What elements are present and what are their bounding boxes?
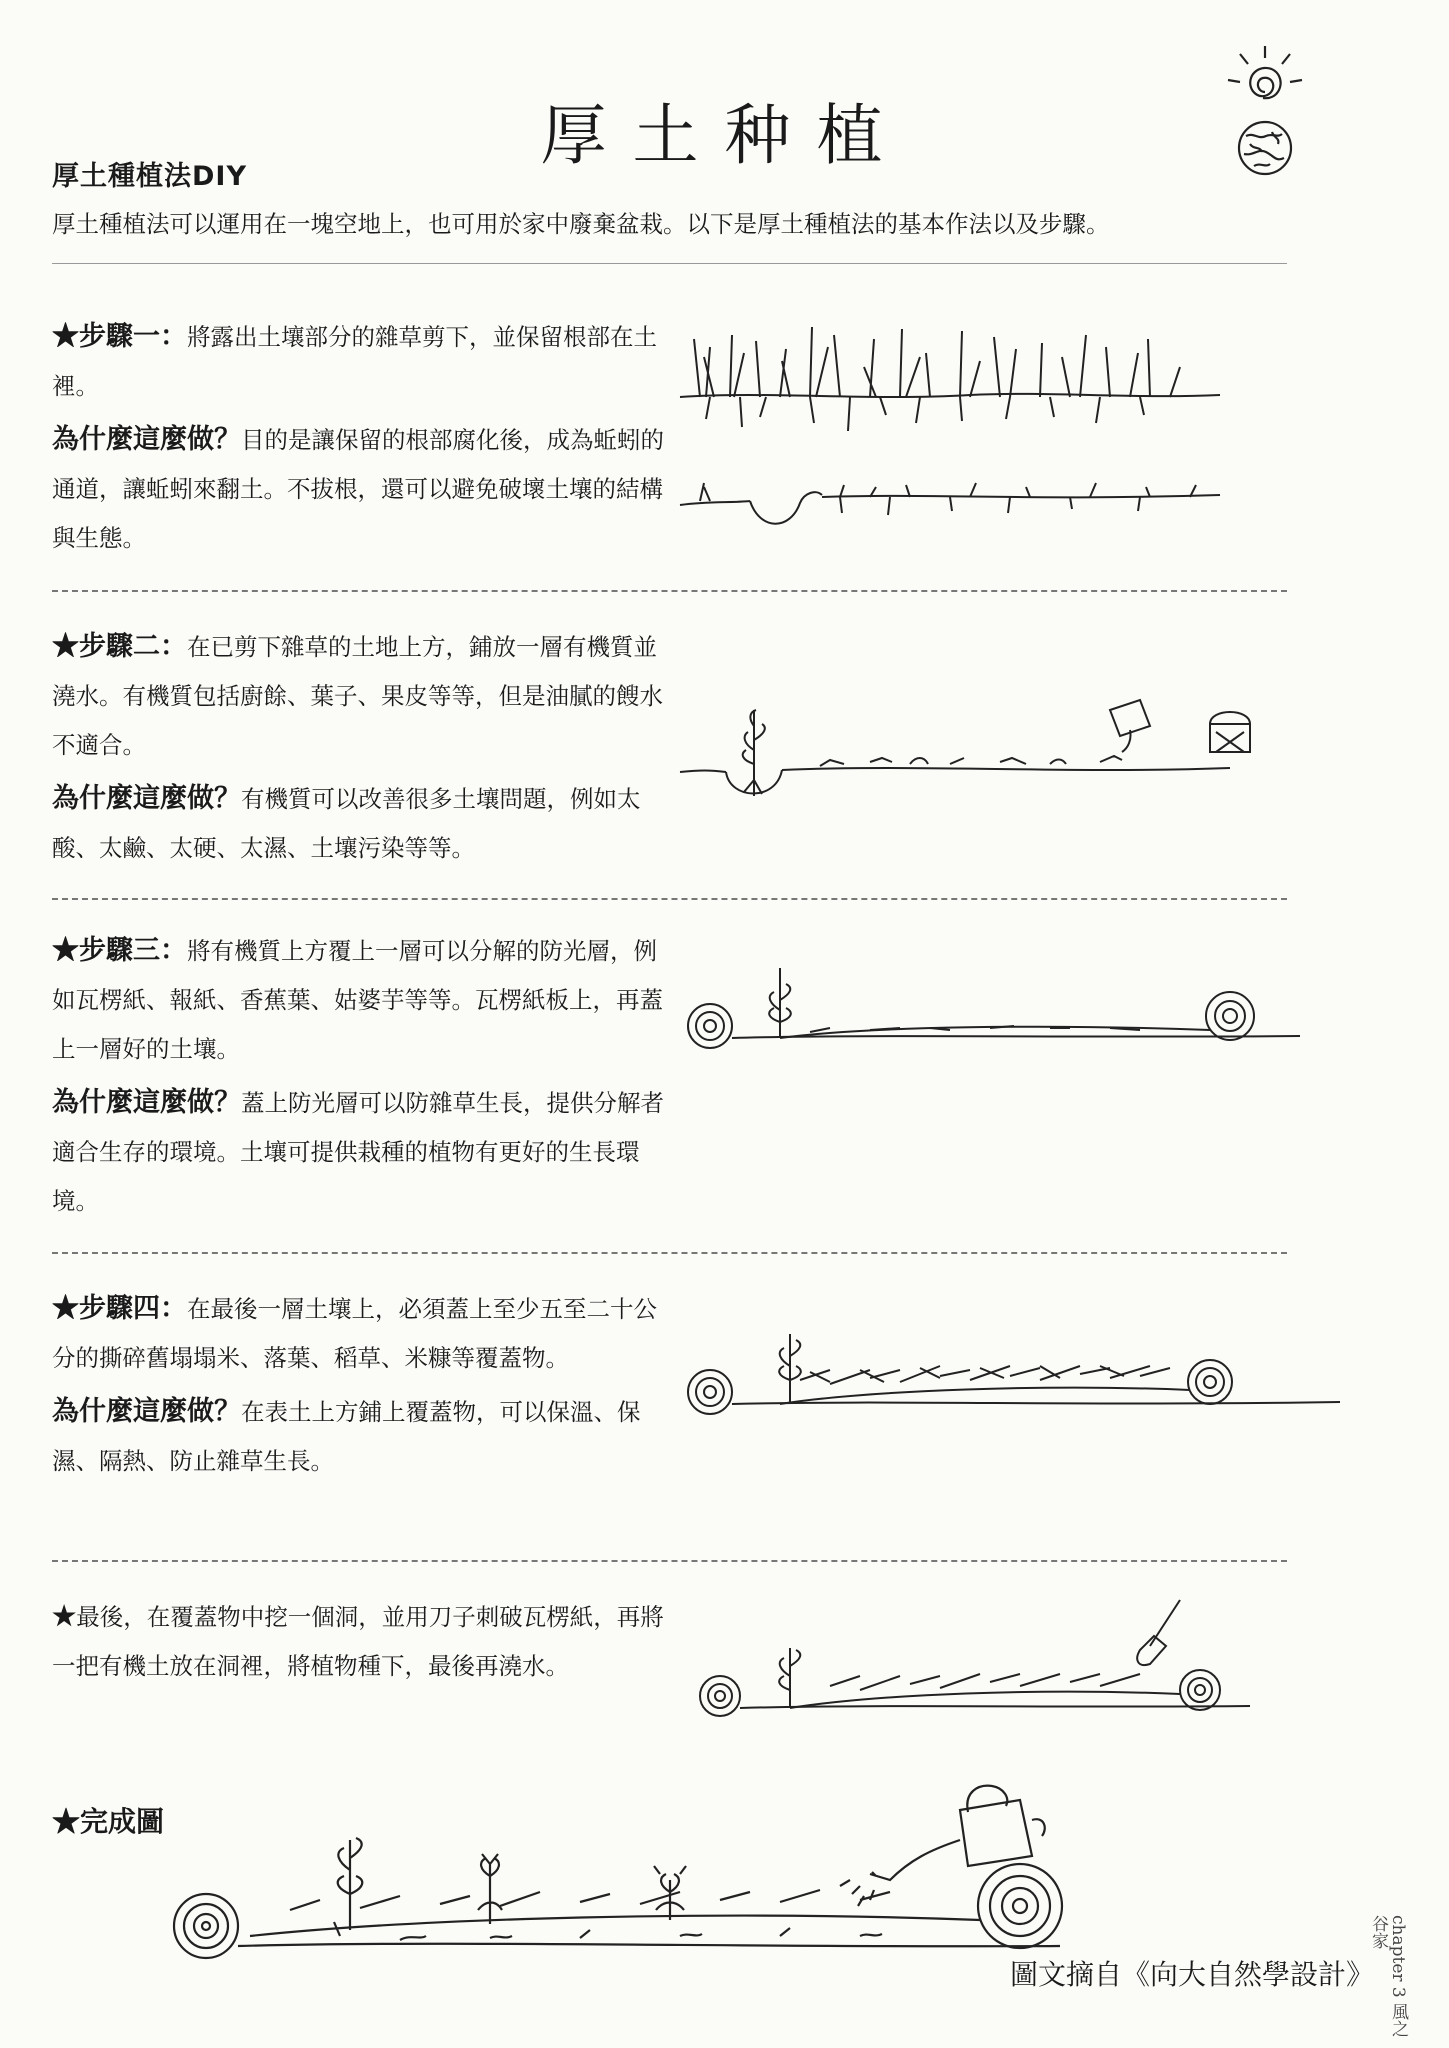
step-1-text: 將露出土壤部分的雜草剪下，並保留根部在土裡。 <box>52 323 657 400</box>
credit-line: 圖文摘自《向大自然學設計》 <box>1010 1958 1375 1991</box>
step-3-why-text: 蓋上防光層可以防雜草生長，提供分解者適合生存的環境。土壤可提供栽種的植物有更好的生長環境。 <box>52 1089 664 1215</box>
step-2-why-label: 為什麼這麼做？ <box>52 783 241 814</box>
step-4 <box>52 1284 672 1490</box>
step-5-text: 最後，在覆蓋物中挖一個洞，並用刀子刺破瓦楞紙，再將一把有機土放在洞裡，將植物種下，最後再澆水。 <box>52 1603 664 1680</box>
divider <box>52 590 1287 592</box>
page-title: 厚土种植 <box>540 97 909 174</box>
step-4-text: 在最後一層土壤上，必須蓋上至少五至二十公分的撕碎舊塌塌米、落葉、稻草、米糠等覆蓋物。 <box>52 1295 657 1372</box>
section-subtitle: 厚土種植法DIY <box>52 161 248 192</box>
step-5-sketch <box>680 1590 1260 1730</box>
step-1-sketch <box>670 305 1230 555</box>
completion-label: ★完成圖 <box>52 1805 165 1838</box>
step-5-body <box>52 1592 672 1691</box>
step-1-why <box>52 415 672 563</box>
divider <box>52 1252 1287 1254</box>
step-2 <box>52 622 672 877</box>
intro-text: 厚土種植法可以運用在一塊空地上，也可用於家中廢棄盆栽。以下是厚土種植法的基本作法以及步驟。 <box>52 210 1110 238</box>
step-3-sketch <box>670 960 1310 1080</box>
step-5 <box>52 1592 672 1695</box>
step-2-label: ★步驟二： <box>52 631 187 662</box>
step-3-label: ★步驟三： <box>52 935 187 966</box>
step-2-text: 在已剪下雜草的土地上方，鋪放一層有機質並澆水。有機質包括廚餘、葉子、果皮等等，但是油膩的餿水不適合。 <box>52 633 663 759</box>
divider <box>52 1560 1287 1562</box>
step-3-why <box>52 1078 672 1226</box>
step-1-body <box>52 312 672 411</box>
step-2-why-text: 有機質可以改善很多土壤問題，例如太酸、太鹼、太硬、太濕、土壤污染等等。 <box>52 785 641 862</box>
sun-earth-doodle <box>1220 40 1310 180</box>
step-2-sketch <box>670 680 1290 830</box>
step-1-why-label: 為什麼這麼做？ <box>52 424 241 455</box>
step-1-label: ★步驟一： <box>52 321 187 352</box>
step-4-why <box>52 1387 672 1486</box>
step-3-body <box>52 926 672 1074</box>
step-3-text: 將有機質上方覆上一層可以分解的防光層，例如瓦楞紙、報紙、香蕉葉、姑婆芋等等。瓦楞紙板上，再蓋上一層好的土壤。 <box>52 937 663 1063</box>
step-5-label: ★ <box>52 1601 77 1632</box>
step-4-label: ★步驟四： <box>52 1293 187 1324</box>
sun-spiral-icon <box>1220 40 1310 180</box>
divider <box>52 898 1287 900</box>
completion-sketch <box>160 1760 1080 1970</box>
step-2-why <box>52 774 672 873</box>
side-note: chapter 3 風之谷家 <box>1368 1915 1408 2038</box>
step-3-why-label: 為什麼這麼做？ <box>52 1087 241 1118</box>
step-3 <box>52 926 672 1230</box>
step-4-body <box>52 1284 672 1383</box>
step-4-why-text: 在表土上方鋪上覆蓋物，可以保溫、保濕、隔熱、防止雜草生長。 <box>52 1398 641 1475</box>
divider <box>52 263 1287 264</box>
step-4-why-label: 為什麼這麼做？ <box>52 1396 241 1427</box>
step-1 <box>52 312 672 567</box>
step-4-sketch <box>670 1320 1350 1440</box>
step-2-body <box>52 622 672 770</box>
step-1-why-text: 目的是讓保留的根部腐化後，成為蚯蚓的通道，讓蚯蚓來翻土。不拔根，還可以避免破壞土壤的結構與生態。 <box>52 426 664 552</box>
